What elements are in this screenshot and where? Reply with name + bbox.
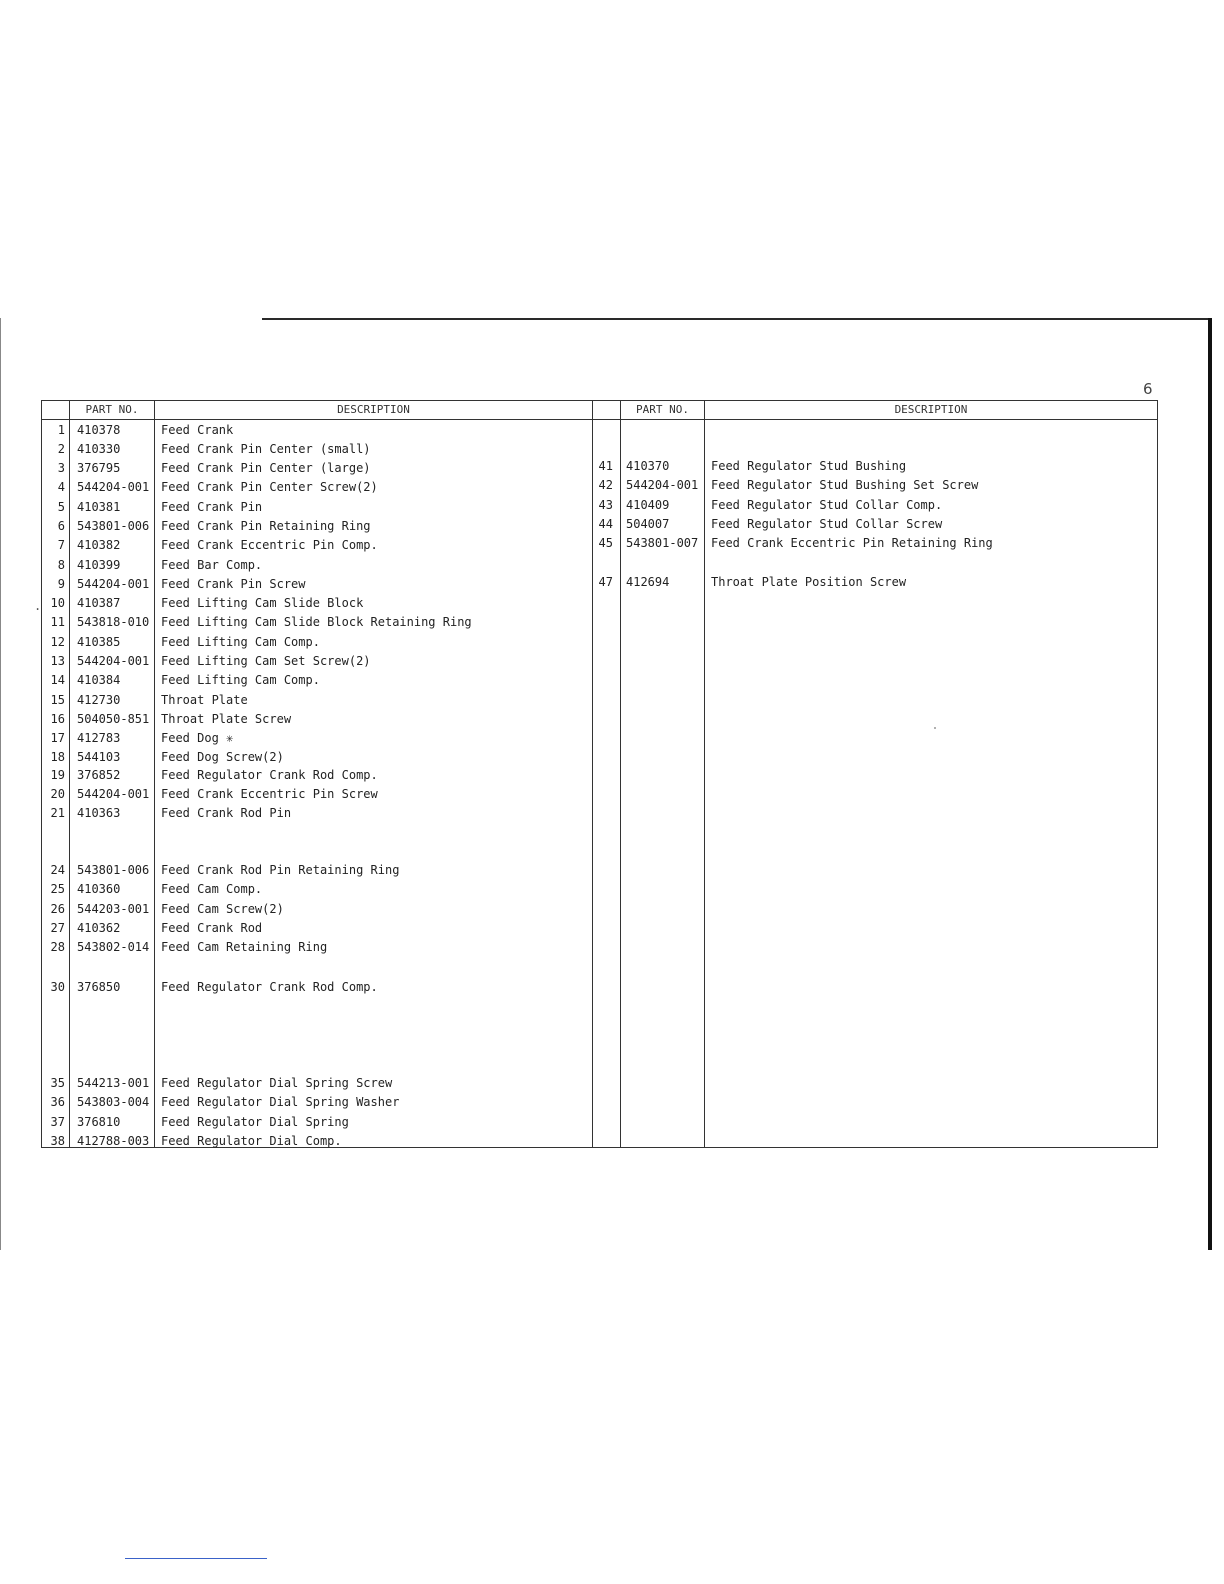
part-number: 543801-006 [77, 519, 150, 533]
part-description: Feed Lifting Cam Slide Block [161, 596, 364, 610]
part-description: Throat Plate Screw [161, 712, 292, 726]
part-number: 544204-001 [77, 480, 150, 494]
part-description: Feed Cam Comp. [161, 882, 263, 896]
part-number: 412783 [77, 731, 121, 745]
part-description: Feed Lifting Cam Slide Block Retaining Ring [161, 615, 472, 629]
part-description: Feed Lifting Cam Comp. [161, 635, 320, 649]
table-row [42, 729, 1157, 748]
part-number: 376795 [77, 461, 121, 475]
part-description: Feed Crank Pin Center (large) [161, 461, 371, 475]
part-description: Feed Lifting Cam Comp. [161, 673, 320, 687]
item-number: 47 [598, 575, 613, 589]
item-number: 19 [50, 768, 65, 782]
item-number: 25 [50, 882, 65, 896]
part-number: 543818-010 [77, 615, 150, 629]
item-number: 12 [50, 635, 65, 649]
part-description: Feed Lifting Cam Set Screw(2) [161, 654, 371, 668]
item-number: 15 [50, 693, 65, 707]
item-number: 24 [50, 863, 65, 877]
part-description: Throat Plate [161, 693, 248, 707]
part-description: Throat Plate Position Screw [711, 575, 907, 589]
table-row [42, 573, 1157, 592]
table-row [42, 496, 1157, 515]
table-row [42, 671, 1157, 690]
part-description: Feed Cam Retaining Ring [161, 940, 328, 954]
table-row [42, 900, 1157, 919]
item-number: 42 [598, 478, 613, 492]
part-number: 410384 [77, 673, 121, 687]
item-number: 9 [57, 577, 65, 591]
part-description: Feed Crank Pin Center (small) [161, 442, 371, 456]
part-description: Feed Crank Eccentric Pin Screw [161, 787, 378, 801]
table-row [42, 938, 1157, 957]
item-number: 28 [50, 940, 65, 954]
part-number: 410399 [77, 558, 121, 572]
part-description: Feed Cam Screw(2) [161, 902, 284, 916]
part-number: 410362 [77, 921, 121, 935]
table-row [42, 613, 1157, 632]
part-description: Feed Regulator Crank Rod Comp. [161, 768, 378, 782]
table-row [42, 1113, 1157, 1132]
item-number: 10 [50, 596, 65, 610]
part-description: Feed Dog Screw(2) [161, 750, 284, 764]
item-number: 43 [598, 498, 613, 512]
part-description: Feed Crank Eccentric Pin Comp. [161, 538, 378, 552]
part-description: Feed Crank Pin Retaining Ring [161, 519, 371, 533]
part-number: 410382 [77, 538, 121, 552]
part-number: 543802-014 [77, 940, 150, 954]
table-row [42, 421, 1157, 440]
item-number: 2 [57, 442, 65, 456]
table-row [42, 880, 1157, 899]
part-number: 504050-851 [77, 712, 150, 726]
part-description: Feed Crank Rod Pin Retaining Ring [161, 863, 400, 877]
part-number: 544204-001 [77, 787, 150, 801]
item-number: 13 [50, 654, 65, 668]
page-number: 6 [1143, 380, 1153, 398]
part-description: Feed Regulator Dial Spring Washer [161, 1095, 400, 1109]
header-description-left: DESCRIPTION [337, 403, 410, 416]
part-number: 410387 [77, 596, 121, 610]
item-number: 20 [50, 787, 65, 801]
part-description: Feed Crank Pin Center Screw(2) [161, 480, 378, 494]
table-row [42, 766, 1157, 785]
item-number: 6 [57, 519, 65, 533]
item-number: 8 [57, 558, 65, 572]
part-number: 410385 [77, 635, 121, 649]
part-number: 543803-004 [77, 1095, 150, 1109]
part-number: 410381 [77, 500, 121, 514]
part-description: Feed Dog ✳ [161, 731, 234, 745]
part-number: 543801-006 [77, 863, 150, 877]
header-part-no-right: PART NO. [636, 403, 689, 416]
item-number: 30 [50, 980, 65, 994]
part-number: 544103 [77, 750, 121, 764]
item-number: 11 [50, 615, 65, 629]
part-description: Feed Crank Eccentric Pin Retaining Ring [711, 536, 993, 550]
item-number: 35 [50, 1076, 65, 1090]
header-divider [42, 419, 1157, 420]
part-description: Feed Regulator Dial Comp. [161, 1134, 342, 1148]
part-number: 376810 [77, 1115, 121, 1129]
item-number: 5 [57, 500, 65, 514]
scan-top-rule [262, 318, 1212, 320]
item-number: 27 [50, 921, 65, 935]
part-description: Feed Regulator Stud Collar Comp. [711, 498, 943, 512]
table-row [42, 633, 1157, 652]
item-number: 41 [598, 459, 613, 473]
table-row [42, 785, 1157, 804]
table-row [42, 594, 1157, 613]
part-description: Feed Crank Pin Screw [161, 577, 306, 591]
item-number: 7 [57, 538, 65, 552]
item-number: 18 [50, 750, 65, 764]
part-number: 544204-001 [626, 478, 699, 492]
part-description: Feed Regulator Stud Collar Screw [711, 517, 943, 531]
table-row [42, 861, 1157, 880]
item-number: 17 [50, 731, 65, 745]
table-row [42, 804, 1157, 823]
header-part-no-left: PART NO. [85, 403, 139, 416]
part-number: 544203-001 [77, 902, 150, 916]
footer-rule [125, 1558, 267, 1559]
item-number: 37 [50, 1115, 65, 1129]
table-row [42, 1093, 1157, 1112]
part-number: 544204-001 [77, 577, 150, 591]
part-number: 412694 [626, 575, 670, 589]
part-number: 412730 [77, 693, 121, 707]
table-row [42, 978, 1157, 997]
part-description: Feed Crank [161, 423, 234, 437]
item-number: 38 [50, 1134, 65, 1148]
item-number: 36 [50, 1095, 65, 1109]
part-description: Feed Bar Comp. [161, 558, 263, 572]
part-number: 410360 [77, 882, 121, 896]
part-description: Feed Crank Rod [161, 921, 263, 935]
table-row [42, 457, 1157, 476]
table-row [42, 652, 1157, 671]
scan-right-edge [1208, 318, 1212, 1250]
table-row [42, 919, 1157, 938]
parts-table [41, 400, 1158, 1148]
table-row [42, 710, 1157, 729]
table-row [42, 1074, 1157, 1093]
item-number: 3 [57, 461, 65, 475]
item-number: 16 [50, 712, 65, 726]
part-number: 410378 [77, 423, 121, 437]
part-number: 504007 [626, 517, 670, 531]
part-number: 410409 [626, 498, 670, 512]
part-description: Feed Crank Rod Pin [161, 806, 292, 820]
table-row [42, 748, 1157, 767]
table-row [42, 1132, 1157, 1151]
part-description: Feed Regulator Stud Bushing [711, 459, 907, 473]
item-number: 1 [57, 423, 65, 437]
part-number: 544213-001 [77, 1076, 150, 1090]
header-description-right: DESCRIPTION [894, 403, 968, 416]
item-number: 26 [50, 902, 65, 916]
scan-left-edge [0, 318, 1, 1250]
item-number: 44 [598, 517, 613, 531]
part-description: Feed Regulator Dial Spring [161, 1115, 349, 1129]
part-description: Feed Regulator Dial Spring Screw [161, 1076, 393, 1090]
part-number: 376852 [77, 768, 121, 782]
part-number: 544204-001 [77, 654, 150, 668]
part-number: 543801-007 [626, 536, 699, 550]
part-description: Feed Crank Pin [161, 500, 263, 514]
part-number: 410330 [77, 442, 121, 456]
part-number: 410363 [77, 806, 121, 820]
part-description: Feed Regulator Crank Rod Comp. [161, 980, 378, 994]
table-row [42, 691, 1157, 710]
part-number: 410370 [626, 459, 670, 473]
item-number: 4 [57, 480, 65, 494]
item-number: 14 [50, 673, 65, 687]
table-row [42, 476, 1157, 495]
table-row [42, 534, 1157, 553]
table-row [42, 515, 1157, 534]
item-number: 21 [50, 806, 65, 820]
part-description: Feed Regulator Stud Bushing Set Screw [711, 478, 979, 492]
margin-tick-mark: . [34, 599, 42, 613]
part-number: 376850 [77, 980, 121, 994]
part-number: 412788-003 [77, 1134, 150, 1148]
item-number: 45 [598, 536, 613, 550]
